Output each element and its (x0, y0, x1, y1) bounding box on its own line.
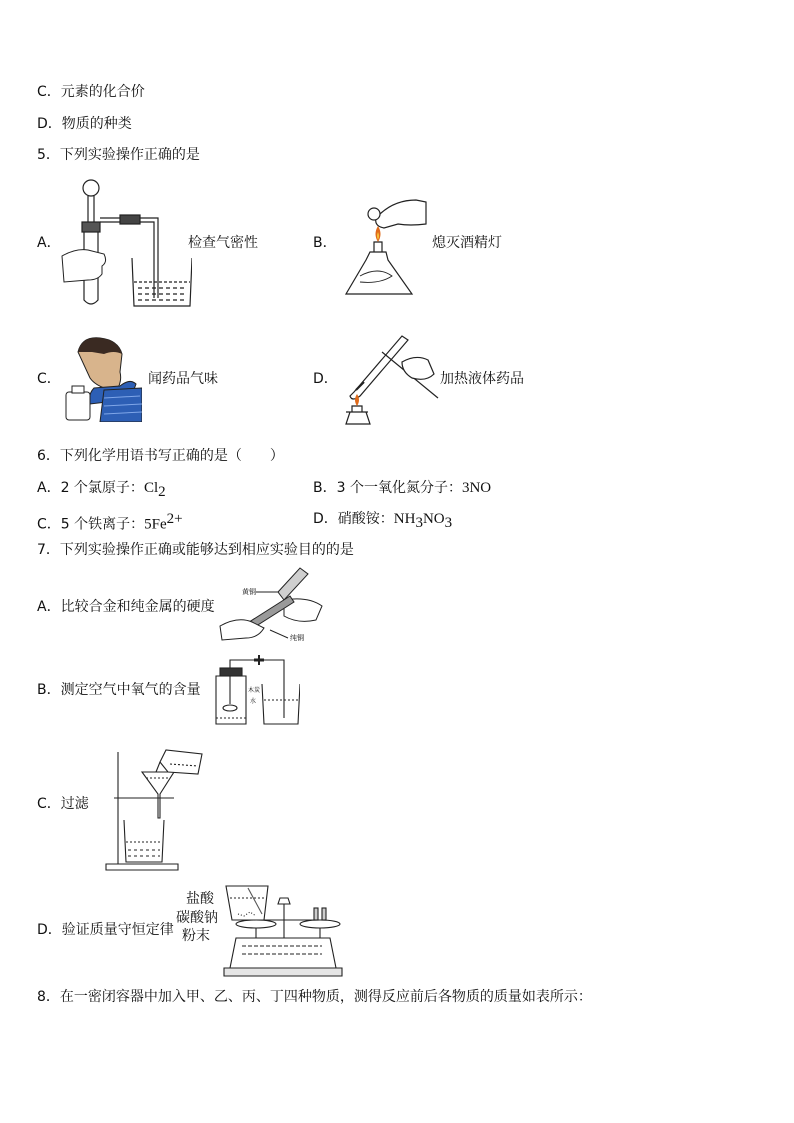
q6-b-prefix: B．3 个一氧化氮分子： (313, 480, 462, 496)
filtration-figure (104, 748, 204, 872)
q7-stem: 7．下列实验操作正确或能够达到相应实验目的的是 (37, 542, 354, 558)
water-label: 水 (250, 698, 257, 705)
oxygen-content-figure (210, 654, 300, 726)
hardness-compare-figure (218, 566, 324, 642)
q4-option-c: C．元素的化合价 (37, 84, 145, 100)
q6-option-c (37, 510, 183, 534)
q5-b-letter: B． (313, 235, 337, 251)
pure-copper-label: 纯铜 (290, 634, 304, 642)
heat-liquid-figure (342, 332, 440, 428)
q6-b-formula: 3NO (461, 480, 492, 496)
smell-chemical-figure (64, 332, 142, 422)
q6-a-formula: Cl (143, 480, 159, 496)
q8-stem: 8．在一密闭容器中加入甲、乙、丙、丁四种物质，测得反应前后各物质的质量如表所示： (37, 989, 592, 1005)
q6-a-sub: 2 (158, 483, 166, 500)
alcohol-lamp-extinguish-figure (340, 196, 430, 308)
airtightness-check-figure (58, 178, 192, 308)
q6-option-d (313, 510, 452, 532)
q5-a-letter: A． (37, 235, 61, 251)
q6-d-s1: 3 (415, 514, 423, 531)
q7-option-a: A．比较合金和纯金属的硬度 (37, 599, 215, 615)
q6-c-prefix: C．5 个铁离子： (37, 516, 145, 533)
charcoal-label: 木炭 (248, 687, 261, 694)
q5-b-caption: 熄灭酒精灯 (432, 235, 502, 251)
q5-stem: 5．下列实验操作正确的是 (37, 147, 200, 163)
q6-d-s2: 3 (444, 514, 453, 531)
q7-option-c: C．过滤 (37, 796, 89, 812)
q5-c-letter: C． (37, 371, 61, 387)
q6-stem: 6．下列化学用语书写正确的是（ ） (37, 448, 284, 464)
q4-option-d: D．物质的种类 (37, 116, 132, 132)
q5-d-letter: D． (313, 371, 338, 387)
q5-c-caption: 闻药品气味 (148, 371, 218, 387)
q6-d-f2: NO (422, 511, 445, 527)
q6-a-prefix: A．2 个氯原子： (37, 480, 144, 496)
q6-c-formula: 5Fe (144, 516, 167, 533)
hydrochloric-acid-label: 盐酸 (186, 891, 214, 907)
q6-d-prefix: D．硝酸铵： (313, 511, 394, 527)
balance-figure (222, 880, 344, 978)
powder-label: 粉末 (182, 928, 210, 944)
q7-option-b: B．测定空气中氧气的含量 (37, 682, 201, 698)
q6-d-f1: NH (393, 511, 416, 527)
q7-option-d: D．验证质量守恒定律 (37, 922, 174, 938)
q6-c-sup: 2+ (166, 511, 183, 527)
q6-option-b (313, 479, 491, 497)
q6-option-a (37, 479, 166, 501)
q5-d-caption: 加热液体药品 (440, 371, 524, 387)
sodium-carbonate-label: 碳酸钠 (176, 910, 218, 926)
q5-a-caption: 检查气密性 (188, 235, 258, 251)
brass-label: 黄铜 (242, 588, 256, 596)
